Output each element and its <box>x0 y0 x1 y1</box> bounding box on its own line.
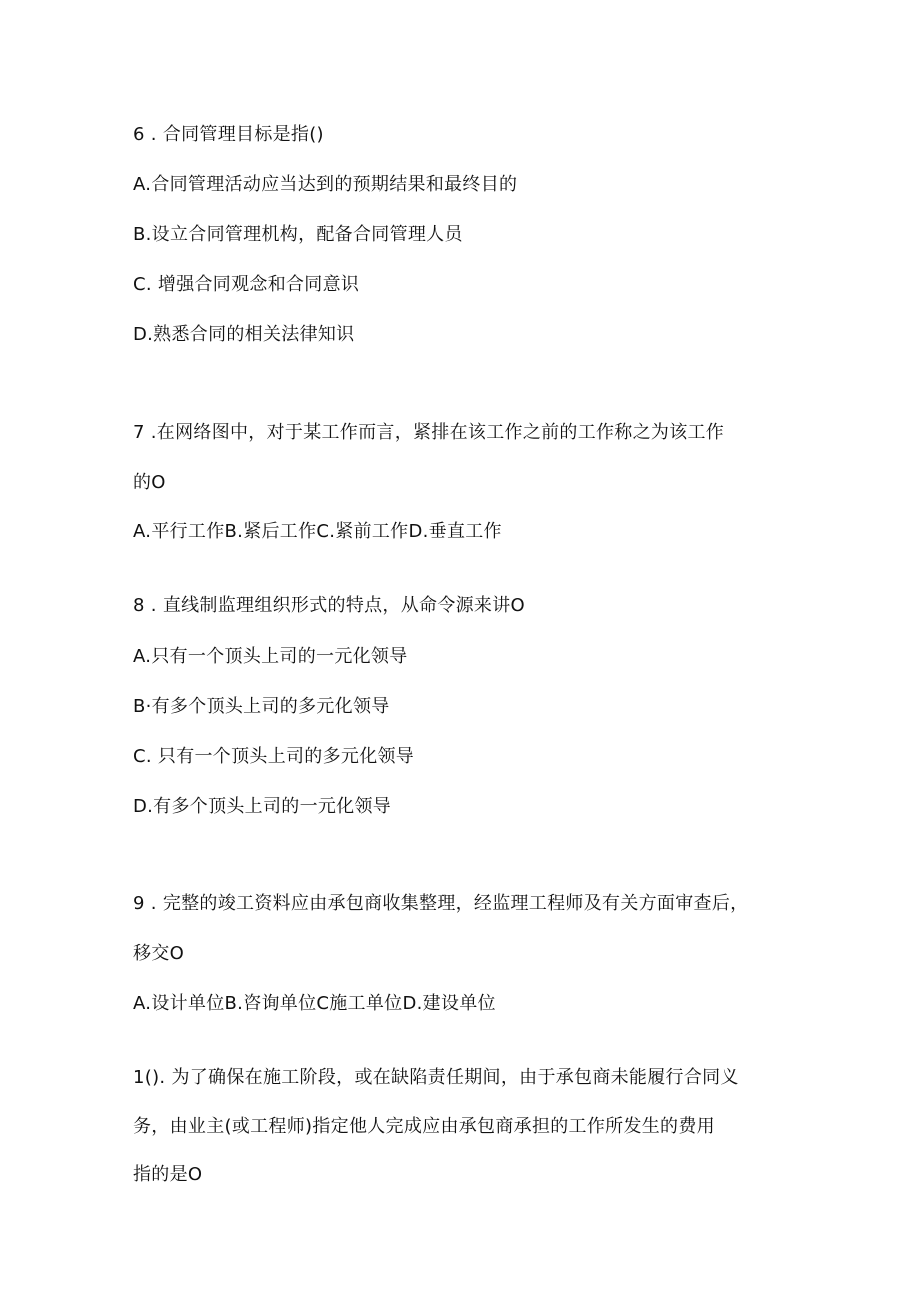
question-8-option-a: A.只有一个顶头上司的一元化领导 <box>133 646 408 667</box>
question-8-option-b: B·有多个顶头上司的多元化领导 <box>133 696 390 717</box>
question-7-stem-line-2: 的O <box>133 472 166 493</box>
question-7-options: A.平行工作B.紧后工作C.紧前工作D.垂直工作 <box>133 521 502 542</box>
question-7-stem-line-1: 7 .在网络图中，对于某工作而言，紧排在该工作之前的工作称之为该工作 <box>133 422 725 443</box>
question-6-option-d: D.熟悉合同的相关法律知识 <box>133 324 355 345</box>
question-6-stem: 6 . 合同管理目标是指() <box>133 124 324 145</box>
question-10-stem-line-1: 1(). 为了确保在施工阶段，或在缺陷责任期间，由于承包商未能履行合同义 <box>133 1067 739 1088</box>
question-10-stem-line-3: 指的是O <box>133 1164 203 1185</box>
question-9-stem-line-2: 移交O <box>133 943 185 964</box>
question-10-stem-line-2: 务，由业主(或工程师)指定他人完成应由承包商承担的工作所发生的费用 <box>133 1116 715 1137</box>
question-6-option-b: B.设立合同管理机构，配备合同管理人员 <box>133 224 463 245</box>
question-6-option-c: C. 增强合同观念和合同意识 <box>133 274 360 295</box>
question-8-option-c: C. 只有一个顶头上司的多元化领导 <box>133 746 415 767</box>
question-8-option-d: D.有多个顶头上司的一元化领导 <box>133 796 392 817</box>
question-6-option-a: A.合同管理活动应当达到的预期结果和最终目的 <box>133 174 518 195</box>
question-9-stem-line-1: 9 . 完整的竣工资料应由承包商收集整理，经监理工程师及有关方面审查后， <box>133 893 749 914</box>
question-8-stem: 8 . 直线制监理组织形式的特点，从命令源来讲O <box>133 595 525 616</box>
question-9-options: A.设计单位B.咨询单位C施工单位D.建设单位 <box>133 993 496 1014</box>
